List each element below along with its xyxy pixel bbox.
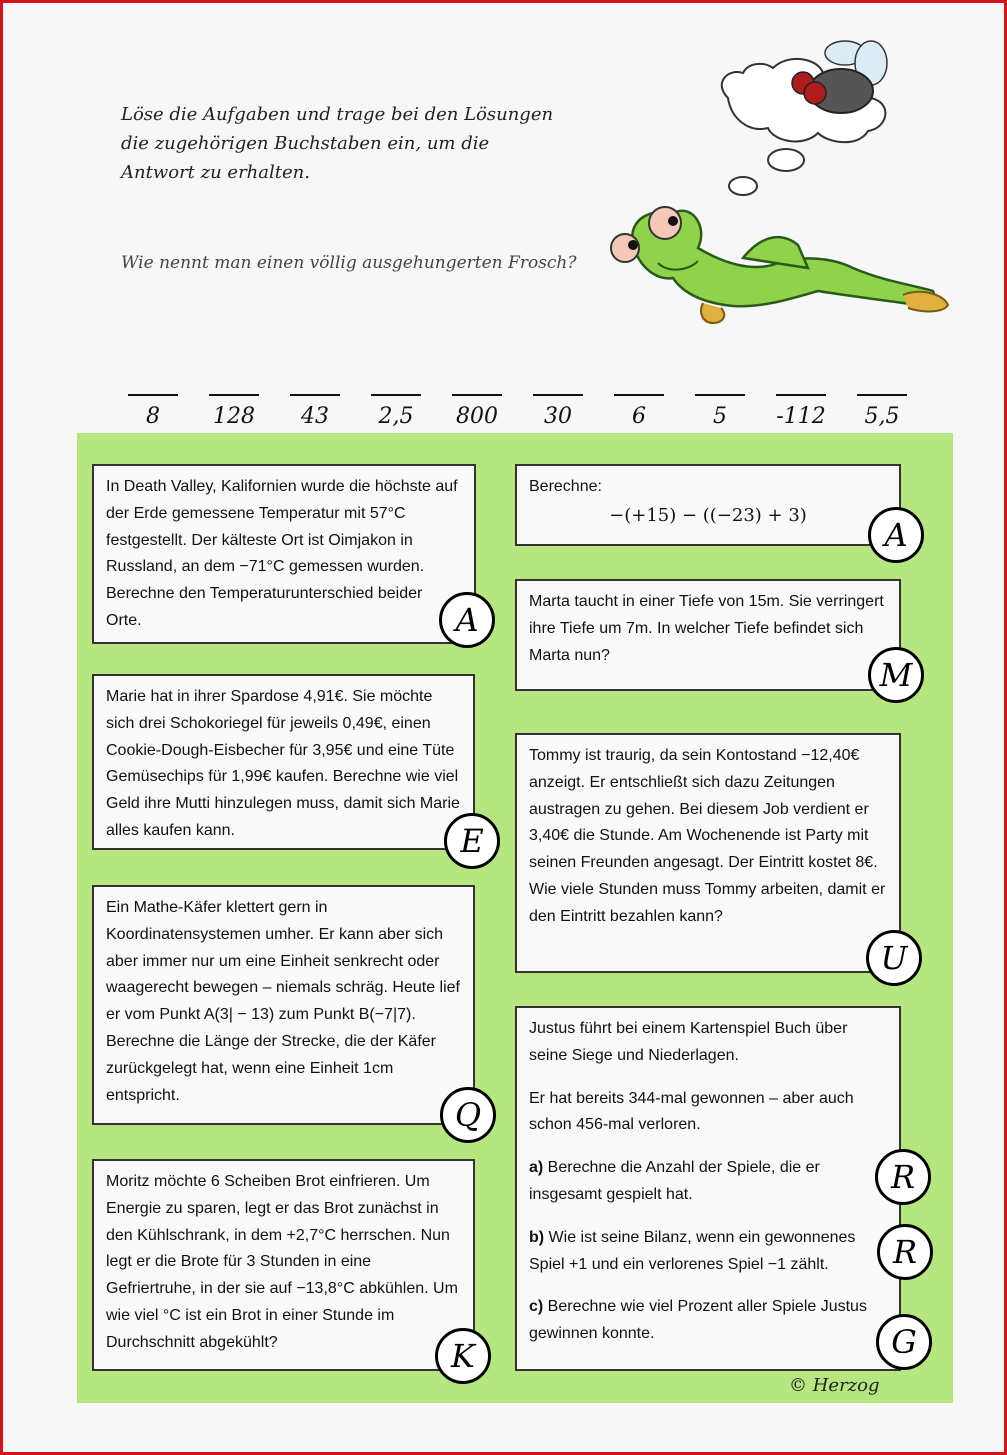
- slot-number: 128: [213, 404, 255, 429]
- answer-line: [128, 394, 178, 396]
- slot-number: 5,5: [864, 404, 900, 429]
- answer-line: [533, 394, 583, 396]
- answer-slot[interactable]: [530, 381, 586, 429]
- answer-line: [776, 394, 826, 396]
- letter-badge-e: E: [444, 813, 500, 869]
- riddle-question: Wie nennt man einen völlig ausgehungerten Frosch?: [121, 253, 577, 273]
- instructions-text: Löse die Aufgaben und trage bei den Lösungen die zugehörigen Buchstaben ein, um die Antwort zu erhalten.: [121, 104, 554, 183]
- slot-number: 800: [456, 404, 498, 429]
- task-label: Berechne:: [529, 478, 602, 495]
- answer-slot[interactable]: [287, 381, 343, 429]
- answer-line: [371, 394, 421, 396]
- answer-slot[interactable]: [449, 381, 505, 429]
- answer-line: [857, 394, 907, 396]
- answer-line: [614, 394, 664, 396]
- letter-badge-m: M: [868, 647, 924, 703]
- slot-number: 2,5: [378, 404, 414, 429]
- task-text: Marie hat in ihrer Spardose 4,91€. Sie möchte sich drei Schokoriegel für jeweils 0,49€, einen Cookie-Dough-Eisbecher für 3,95€ und eine Tüte Gemüsechips für 1,99€ kaufen. Berechne wie viel Geld ihre Mutti hinzulegen muss, damit sich Marie alles kaufen kann.: [106, 688, 460, 839]
- slot-number: 8: [146, 404, 160, 429]
- letter-badge-r: R: [875, 1149, 931, 1205]
- part-label: a): [529, 1159, 544, 1177]
- letter-badge-a: A: [439, 592, 495, 648]
- part-text: Wie ist seine Bilanz, wenn ein gewonnenes Spiel +1 und ein verlorenes Spiel −1 zählt.: [529, 1228, 856, 1273]
- answer-slot[interactable]: [611, 381, 667, 429]
- letter-badge-q: Q: [440, 1087, 496, 1143]
- task-moritz: [92, 1159, 475, 1371]
- task-tommy: [515, 733, 901, 973]
- task-part-c: [529, 1294, 887, 1348]
- task-text: Moritz möchte 6 Scheiben Brot einfrieren. Um Energie zu sparen, legt er das Brot zunächst in den Kühlschrank, in dem +2,7°C herrschen. Nun legt er die Brote für 3 Stunden in eine Gefriertruhe, in der sie auf −13,8°C abkühlen. Um wie viel °C ist ein Brot in einer Stunde im Durchschnitt abgekühlt?: [106, 1173, 458, 1351]
- answer-slots: [125, 381, 915, 441]
- task-kaefer: [92, 885, 475, 1125]
- task-part-b: [529, 1225, 887, 1279]
- answer-slot[interactable]: [854, 381, 910, 429]
- task-text: Ein Mathe-Käfer klettert gern in Koordinatensystemen umher. Er kann aber sich aber immer nur um eine Einheit senkrecht oder waagerecht bewegen – niemals schräg. Heute lief er vom Punkt A(3| − 13) zum Punkt B(−7|7). Berechne die Länge der Strecke, die der Käfer zurückgelegt hat, wenn eine Einheit 1cm entspricht.: [106, 899, 460, 1104]
- part-text: Berechne die Anzahl der Spiele, die er insgesamt gespielt hat.: [529, 1159, 820, 1203]
- answer-line: [209, 394, 259, 396]
- part-label: c): [529, 1298, 544, 1316]
- answer-slot[interactable]: [773, 381, 829, 429]
- answer-slot[interactable]: [206, 381, 262, 429]
- task-expression: −(+15) − ((−23) + 3): [609, 504, 807, 526]
- author-credit: © Herzog: [789, 1375, 880, 1396]
- task-marta: [515, 579, 901, 691]
- letter-badge-a: A: [868, 507, 924, 563]
- task-justus: [515, 1006, 901, 1371]
- answer-line: [452, 394, 502, 396]
- task-text: Marta taucht in einer Tiefe von 15m. Sie verringert ihre Tiefe um 7m. In welcher Tiefe befindet sich Marta nun?: [529, 593, 884, 664]
- letter-badge-g: G: [876, 1314, 932, 1370]
- part-text: Berechne wie viel Prozent aller Spiele Justus gewinnen konnte.: [529, 1298, 867, 1343]
- letter-badge-k: K: [435, 1328, 491, 1384]
- letter-badge-u: U: [866, 930, 922, 986]
- answer-slot[interactable]: [692, 381, 748, 429]
- task-text: Justus führt bei einem Kartenspiel Buch über seine Siege und Niederlagen.: [529, 1020, 848, 1064]
- answer-line: [290, 394, 340, 396]
- slot-number: 30: [544, 404, 572, 429]
- answer-slot[interactable]: [125, 381, 181, 429]
- task-part-a: [529, 1155, 887, 1209]
- letter-badge-r: R: [877, 1224, 933, 1280]
- task-marie: [92, 674, 475, 850]
- task-text: Er hat bereits 344-mal gewonnen – aber auch schon 456-mal verloren.: [529, 1089, 854, 1134]
- answer-slot[interactable]: [368, 381, 424, 429]
- task-berechne: [515, 464, 901, 546]
- answer-line: [695, 394, 745, 396]
- task-text: Tommy ist traurig, da sein Kontostand −12,40€ anzeigt. Er entschließt sich dazu Zeitungen austragen zu gehen. Bei diesem Job verdient er 3,40€ die Stunde. Am Wochenende ist Party mit seinen Freunden angesagt. Der Eintritt kostet 8€. Wie viele Stunden muss Tommy arbeiten, damit er den Eintritt bezahlen kann?: [529, 747, 886, 925]
- task-text: In Death Valley, Kalifornien wurde die höchste auf der Erde gemessene Temperatur mit 57°C festgestellt. Der kälteste Ort ist Oimjakon in Russland, an dem −71°C gemessen wurden. Berechne den Temperaturunterschied beider Orte.: [106, 478, 458, 629]
- task-death-valley: [92, 464, 476, 644]
- part-label: b): [529, 1228, 545, 1246]
- slot-number: 5: [713, 404, 727, 429]
- slot-number: 6: [632, 404, 646, 429]
- frog-fly-illustration: [603, 23, 963, 353]
- slot-number: 43: [301, 404, 329, 429]
- slot-number: -112: [776, 404, 826, 429]
